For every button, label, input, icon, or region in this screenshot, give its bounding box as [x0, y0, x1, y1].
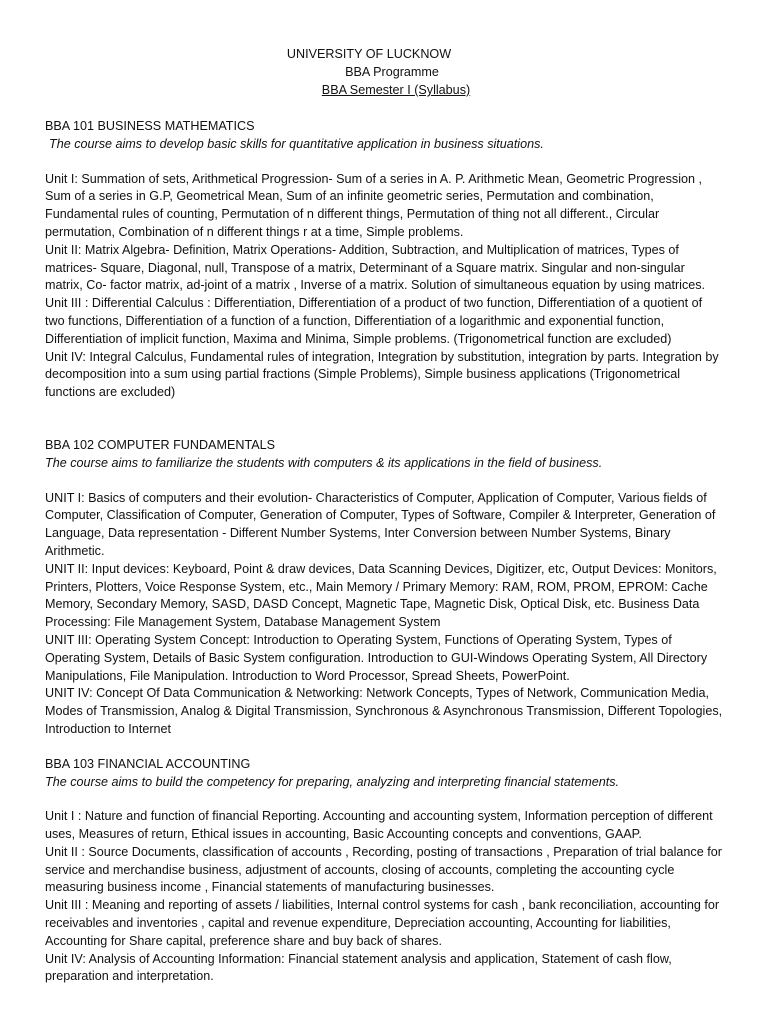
course-unit: Unit II: Matrix Algebra- Definition, Matrix Operations- Addition, Subtraction, and Multiplication of matrices, Types of matrices- Square, Diagonal, null, Transpose of a matrix, Determinant of a Square matrix. Singular and non-singular matrix, Co- factor matrix, ad-joint of a matrix , Inverse of a matrix. Solution of simultaneous equation by using matrices. — [45, 242, 706, 293]
course-aim: The course aims to familiarize the students with computers & its applications in the field of business. — [45, 455, 603, 470]
syllabus-content — [45, 118, 725, 986]
course-unit: Unit II : Source Documents, classification of accounts , Recording, posting of transactions , Preparation of trial balance for service and merchandise business, adjustment of accounts, closing of accounts, completing the accounting cycle measuring business income , Financial statements of manufacturing businesses. — [45, 844, 722, 895]
course-bba-101 — [45, 118, 725, 402]
course-unit: UNIT II: Input devices: Keyboard, Point & draw devices, Data Scanning Devices, Digitizer, etc, Output Devices: Monitors, Printers, Plotters, Voice Response System, etc., Main Memory / Primary Memory: RAM, ROM, PROM, EPROM: Cache Memory, Secondary Memory, SASD, DASD Concept, Magnetic Tape, Magnetic Disk, Optical Disk, etc. Business Data Processing: File Management System, Database Management System — [45, 561, 717, 630]
course-bba-102 — [45, 437, 725, 739]
course-aim: The course aims to build the competency for preparing, analyzing and interpreting financial statements. — [45, 774, 620, 789]
course-title: BBA 102 COMPUTER FUNDAMENTALS — [45, 437, 276, 452]
course-unit: Unit I : Nature and function of financial Reporting. Accounting and accounting system, Information perception of different uses, Measures of return, Ethical issues in accounting, Basic Accounting concepts and conventions, GAAP. — [45, 809, 713, 842]
course-title: BBA 101 BUSINESS MATHEMATICS — [45, 119, 255, 133]
course-bba-103 — [45, 756, 725, 987]
course-unit: UNIT III: Operating System Concept: Introduction to Operating System, Functions of Operating System, Types of Operating System, Details of Basic System configuration. Introduction to GUI-Windows Operating System, All Directory Manipulations, File Manipulation. Introduction to Word Processor, Spread Sheets, PowerPoint. — [45, 632, 708, 683]
course-unit: UNIT I: Basics of computers and their evolution- Characteristics of Computer, Application of Computer, Various fields of Computer, Classification of Computer, Generation of Computer, Types of Software, Compiler & Interpreter, Generation of Language, Data representation - Different Number Systems, Inter Conversion between Number Systems, Binary Arithmetic. — [45, 490, 716, 558]
course-unit: Unit IV: Integral Calculus, Fundamental rules of integration, Integration by substitution, integration by parts. Integration by decomposition into a sum using partial fractions (Simple Problems), Simple business applications (Trigonometrical functions are excluded) — [45, 349, 719, 400]
document-header — [0, 46, 768, 100]
course-unit: Unit IV: Analysis of Accounting Information: Financial statement analysis and application, Statement of cash flow, preparation and interpretation. — [45, 951, 672, 984]
course-aim: The course aims to develop basic skills for quantitative application in business situations. — [49, 136, 544, 151]
course-unit: Unit III : Differential Calculus : Differentiation, Differentiation of a product of two function, Differentiation of a quotient of two functions, Differentiation of a function of a function, Differentiation of a logarithmic and exponential function, Differentiation of implicit function, Maxima and Minima, Simple problems. (Trigonometrical function are excluded) — [45, 296, 703, 346]
course-title: BBA 103 FINANCIAL ACCOUNTING — [45, 756, 251, 771]
course-unit: UNIT IV: Concept Of Data Communication & Networking: Network Concepts, Types of Network, Communication Media, Modes of Transmission, Analog & Digital Transmission, Synchronous & Asynchronous Transmission, Different Topologies, Introduction to Internet — [45, 686, 723, 736]
course-unit: Unit I: Summation of sets, Arithmetical Progression- Sum of a series in A. P. Arithmetic Mean, Geometric Progression , Sum of a series in G.P, Geometrical Mean, Sum of an infinite geometric series, Permutation and combination, Fundamental rules of counting, Permutation of n different things, Permutation of thing not all different., Circular permutation, Combination of n different things r at a time, Simple problems. — [45, 171, 703, 239]
university-name: UNIVERSITY OF LUCKNOW — [286, 47, 452, 61]
semester-title: BBA Semester I (Syllabus) — [321, 83, 471, 97]
course-unit: Unit III : Meaning and reporting of assets / liabilities, Internal control systems for cash , bank reconciliation, accounting for receivables and inventories , capital and revenue expenditure, Depreciation accounting, Accounting for liabilities, Accounting for Share capital, preference share and buy back of shares. — [45, 898, 720, 948]
programme-name: BBA Programme — [345, 65, 439, 79]
